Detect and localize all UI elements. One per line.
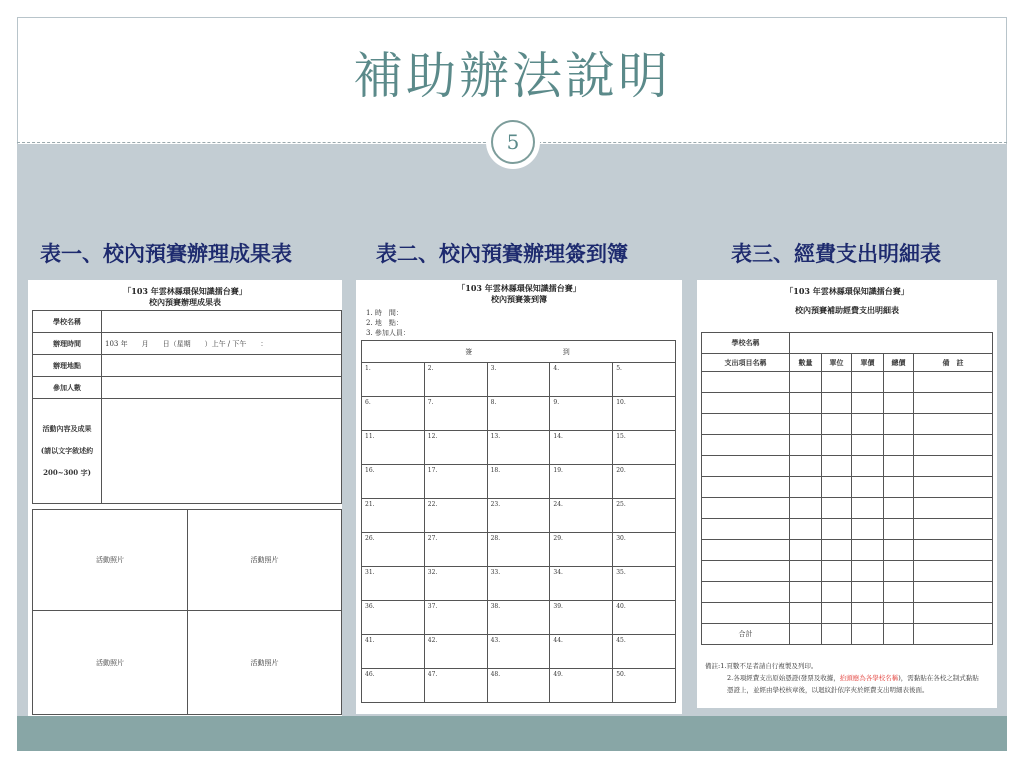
form3-expense-cell[interactable] <box>822 414 852 435</box>
form3-expense-cell[interactable] <box>702 519 790 540</box>
form3-expense-cell[interactable] <box>914 519 993 540</box>
form2-signin-cell[interactable] <box>362 499 425 533</box>
form3-col-qty: 數量 <box>790 354 822 372</box>
form2-cell-number: 49. <box>553 671 563 678</box>
form2-cell-number: 13. <box>490 433 501 440</box>
form2-row <box>362 363 676 397</box>
form2-cell-number: 35. <box>616 569 626 576</box>
form3-expense-cell[interactable] <box>822 372 852 393</box>
form2-cell-number: 10. <box>616 399 626 406</box>
form1-participants-value[interactable] <box>102 377 342 399</box>
form3-col-unit: 單位 <box>822 354 852 372</box>
form2-row <box>362 397 676 431</box>
form2-cell-number: 22. <box>427 501 438 508</box>
form3-total-cell[interactable] <box>914 624 993 645</box>
form3-school-label: 學校名稱 <box>702 333 790 354</box>
form1-school-value[interactable] <box>102 311 342 333</box>
form3-expense-cell[interactable] <box>702 582 790 603</box>
form2-signin-cell[interactable] <box>487 465 550 499</box>
form1-content-value[interactable] <box>102 399 342 504</box>
form2-signin-cell[interactable] <box>550 567 613 601</box>
form3-expense-cell[interactable] <box>884 372 914 393</box>
form2-signin-cell[interactable] <box>487 499 550 533</box>
form2-signin-cell[interactable] <box>424 635 487 669</box>
form3-expense-cell[interactable] <box>852 561 884 582</box>
form1-place-label: 辦理地點 <box>33 355 102 377</box>
form3-expense-cell[interactable] <box>790 498 822 519</box>
form2-header <box>362 341 676 363</box>
form2-cell-number: 42. <box>427 637 438 644</box>
form3-expense-cell[interactable] <box>884 498 914 519</box>
form3-total-cell[interactable] <box>822 624 852 645</box>
form1-school-label: 學校名稱 <box>33 311 102 333</box>
form1-photo-1: 活動照片 <box>33 510 188 611</box>
form2-signin-cell[interactable] <box>362 601 425 635</box>
form2-signin-cell[interactable] <box>613 669 676 703</box>
form2-cell-number: 24. <box>553 501 563 508</box>
form3-expense-cell[interactable] <box>884 414 914 435</box>
form2-signin-cell[interactable] <box>550 431 613 465</box>
form3-expense-cell[interactable] <box>790 477 822 498</box>
form2-cell-number: 44. <box>553 637 563 644</box>
form3-expense-cell[interactable] <box>822 498 852 519</box>
form3-header-row <box>702 354 993 372</box>
form3-expense-cell[interactable] <box>914 540 993 561</box>
form3-expense-cell[interactable] <box>702 603 790 624</box>
form3-total-cell[interactable] <box>852 624 884 645</box>
form3-document <box>697 280 997 708</box>
form3-expense-cell[interactable] <box>914 498 993 519</box>
form3-expense-cell[interactable] <box>914 435 993 456</box>
form3-expense-cell[interactable] <box>790 603 822 624</box>
form1-photo-table <box>32 509 342 715</box>
form1-time-label: 辦理時間 <box>33 333 102 355</box>
form3-expense-cell[interactable] <box>822 603 852 624</box>
form3-note2-text: 2.各項經費支出原始憑證(發票及收據， <box>727 674 840 682</box>
form3-col-note: 備 註 <box>914 354 993 372</box>
form2-cell-number: 23. <box>490 501 501 508</box>
form1-content-label-line2: (請以文字敘述約 <box>40 446 94 455</box>
form2-signin-cell[interactable] <box>550 533 613 567</box>
form2-signin-cell[interactable] <box>362 669 425 703</box>
form2-cell-number: 1. <box>365 365 371 372</box>
form3-expense-cell[interactable] <box>822 456 852 477</box>
form1-time-value[interactable]: 103 年 月 日（星期 ）上午 / 下午 ： <box>102 333 342 355</box>
slide-title: 補助辦法說明 <box>353 47 671 105</box>
form2-header-right: 到 <box>562 347 572 356</box>
form2-cell-number: 43. <box>490 637 501 644</box>
form3-expense-row <box>702 519 993 540</box>
form3-expense-cell[interactable] <box>852 477 884 498</box>
form2-signin-table <box>361 340 676 703</box>
form2-cell-number: 30. <box>616 535 626 542</box>
caption-form1: 表一、校內預賽辦理成果表 <box>40 242 292 266</box>
form2-cell-number: 41. <box>365 637 375 644</box>
form3-expense-cell[interactable] <box>914 477 993 498</box>
form2-cell-number: 18. <box>490 467 501 474</box>
form2-cell-number: 29. <box>553 535 563 542</box>
form3-expense-cell[interactable] <box>822 582 852 603</box>
form3-total-cell[interactable] <box>884 624 914 645</box>
form3-note2-highlight: 抬頭應為各學校名稱 <box>839 674 899 682</box>
form2-signin-cell[interactable] <box>424 669 487 703</box>
form3-expense-cell[interactable] <box>914 372 993 393</box>
form3-expense-cell[interactable] <box>702 372 790 393</box>
form2-cell-number: 31. <box>365 569 375 576</box>
form2-signin-cell[interactable] <box>424 465 487 499</box>
form2-signin-cell[interactable] <box>613 601 676 635</box>
form2-cell-number: 36. <box>365 603 375 610</box>
form3-expense-cell[interactable] <box>914 414 993 435</box>
form2-signin-cell[interactable] <box>613 499 676 533</box>
form3-expense-row <box>702 561 993 582</box>
form2-cell-number: 19. <box>553 467 563 474</box>
form2-cell-number: 40. <box>616 603 626 610</box>
form3-expense-row <box>702 498 993 519</box>
form2-cell-number: 38. <box>490 603 501 610</box>
form3-expense-cell[interactable] <box>884 603 914 624</box>
form2-signin-cell[interactable] <box>424 533 487 567</box>
form2-signin-cell[interactable] <box>487 533 550 567</box>
form2-row <box>362 669 676 703</box>
form2-signin-cell[interactable] <box>362 363 425 397</box>
form2-cell-number: 14. <box>553 433 563 440</box>
form2-header-left: 簽 <box>465 347 475 356</box>
form3-expense-cell[interactable] <box>790 561 822 582</box>
form2-signin-cell[interactable] <box>487 363 550 397</box>
form3-expense-cell[interactable] <box>702 561 790 582</box>
form3-expense-row <box>702 603 993 624</box>
form2-row <box>362 431 676 465</box>
form2-row <box>362 601 676 635</box>
form2-cell-number: 12. <box>427 433 438 440</box>
form2-row <box>362 567 676 601</box>
form2-cell-number: 20. <box>616 467 626 474</box>
form3-expense-cell[interactable] <box>852 435 884 456</box>
form3-expense-cell[interactable] <box>702 414 790 435</box>
form2-signin-cell[interactable] <box>613 363 676 397</box>
form3-notes <box>705 660 995 696</box>
form3-expense-cell[interactable] <box>884 456 914 477</box>
form2-cell-number: 39. <box>553 603 563 610</box>
caption-form2: 表二、校內預賽辦理簽到簿 <box>376 242 628 266</box>
form3-expense-cell[interactable] <box>822 435 852 456</box>
slide-number: 5 <box>491 120 535 164</box>
form2-info <box>366 308 410 338</box>
form2-cell-number: 4. <box>553 365 560 372</box>
form3-note2 <box>705 672 995 684</box>
form3-expense-row <box>702 372 993 393</box>
form2-signin-cell[interactable] <box>487 567 550 601</box>
form1-place-value[interactable] <box>102 355 342 377</box>
form2-cell-number: 46. <box>365 671 375 678</box>
form2-signin-cell[interactable] <box>362 533 425 567</box>
form3-expense-cell[interactable] <box>702 456 790 477</box>
form2-signin-cell[interactable] <box>362 465 425 499</box>
form3-expense-cell[interactable] <box>702 393 790 414</box>
form3-expense-cell[interactable] <box>914 561 993 582</box>
form2-cell-number: 11. <box>365 433 375 440</box>
form2-signin-cell[interactable] <box>550 465 613 499</box>
form2-cell-number: 33. <box>490 569 501 576</box>
form2-info-place: 2. 地 點： <box>366 319 403 327</box>
form3-title: 「103 年雲林縣環保知識擂台賽」 <box>785 286 909 296</box>
form2-cell-number: 32. <box>427 569 438 576</box>
form3-expense-cell[interactable] <box>884 582 914 603</box>
form3-expense-cell[interactable] <box>914 393 993 414</box>
form3-expense-row <box>702 414 993 435</box>
form2-cell-number: 16. <box>365 467 375 474</box>
form3-expense-cell[interactable] <box>790 540 822 561</box>
form3-expense-row <box>702 540 993 561</box>
form1-document <box>28 280 342 716</box>
form3-total-cell[interactable] <box>790 624 822 645</box>
form2-title: 「103 年雲林縣環保知識擂台賽」 <box>457 283 581 293</box>
form3-col-total: 總價 <box>884 354 914 372</box>
form3-note1: 備註:1.頁數不足者請自行複製及列印。 <box>705 662 818 670</box>
form2-cell-number: 21. <box>365 501 375 508</box>
form3-expense-cell[interactable] <box>914 603 993 624</box>
form2-signin-cell[interactable] <box>424 601 487 635</box>
form3-expense-cell[interactable] <box>852 456 884 477</box>
form1-content-label-line3: 200~300 字) <box>43 468 91 477</box>
form2-cell-number: 9. <box>553 399 560 406</box>
form3-expense-cell[interactable] <box>702 477 790 498</box>
form3-expense-cell[interactable] <box>790 393 822 414</box>
form2-cell-number: 8. <box>490 399 497 406</box>
form2-row <box>362 635 676 669</box>
form2-signin-cell[interactable] <box>424 397 487 431</box>
form3-expense-cell[interactable] <box>914 456 993 477</box>
form2-signin-cell[interactable] <box>550 669 613 703</box>
form1-photo-2: 活動照片 <box>188 510 342 611</box>
form3-expense-cell[interactable] <box>822 477 852 498</box>
form2-signin-cell[interactable] <box>613 533 676 567</box>
form3-expense-cell[interactable] <box>702 498 790 519</box>
form2-cell-number: 25. <box>616 501 626 508</box>
form2-signin-cell[interactable] <box>550 397 613 431</box>
form2-signin-cell[interactable] <box>487 601 550 635</box>
form3-expense-cell[interactable] <box>790 456 822 477</box>
form1-participants-label: 參加人數 <box>33 377 102 399</box>
form3-expense-cell[interactable] <box>822 393 852 414</box>
form2-signin-cell[interactable] <box>613 567 676 601</box>
form3-expense-cell[interactable] <box>822 540 852 561</box>
form3-expense-cell[interactable] <box>852 372 884 393</box>
form2-cell-number: 6. <box>365 399 371 406</box>
form3-expense-row <box>702 582 993 603</box>
form3-expense-cell[interactable] <box>852 540 884 561</box>
form2-cell-number: 27. <box>427 535 438 542</box>
form3-school-value[interactable] <box>790 333 993 354</box>
form1-table <box>32 310 342 504</box>
form3-note3: 憑證上，並經由學校核章後，以迴紋針依序夾於經費支出明細表後面。 <box>727 686 929 694</box>
form2-signin-cell[interactable] <box>424 363 487 397</box>
form3-expense-cell[interactable] <box>852 603 884 624</box>
form2-info-attendees: 3. 參加人員： <box>366 329 410 337</box>
form2-signin-cell[interactable] <box>487 635 550 669</box>
form3-expense-cell[interactable] <box>790 435 822 456</box>
form3-expense-cell[interactable] <box>852 414 884 435</box>
form3-expense-row <box>702 456 993 477</box>
form2-row <box>362 465 676 499</box>
form2-signin-cell[interactable] <box>487 669 550 703</box>
form3-expense-cell[interactable] <box>702 435 790 456</box>
form3-expense-cell[interactable] <box>884 540 914 561</box>
form2-row <box>362 533 676 567</box>
form2-signin-cell[interactable] <box>362 567 425 601</box>
form3-expense-cell[interactable] <box>822 519 852 540</box>
form2-cell-number: 48. <box>490 671 501 678</box>
form3-expense-cell[interactable] <box>914 582 993 603</box>
form3-expense-cell[interactable] <box>852 393 884 414</box>
form3-expense-cell[interactable] <box>884 561 914 582</box>
form2-signin-cell[interactable] <box>362 635 425 669</box>
form2-cell-number: 5. <box>616 365 622 372</box>
form1-photo-4: 活動照片 <box>188 611 342 715</box>
form2-signin-cell[interactable] <box>550 635 613 669</box>
form3-expense-cell[interactable] <box>790 582 822 603</box>
form1-content-label-line1: 活動內容及成果 <box>42 424 92 433</box>
caption-form3: 表三、經費支出明細表 <box>731 242 941 266</box>
form3-expense-cell[interactable] <box>702 540 790 561</box>
form2-signin-cell[interactable] <box>550 499 613 533</box>
form3-table <box>701 332 993 645</box>
form3-expense-cell[interactable] <box>790 372 822 393</box>
footer-bar <box>17 716 1007 751</box>
form3-col-price: 單價 <box>852 354 884 372</box>
form2-signin-cell[interactable] <box>613 635 676 669</box>
form3-expense-cell[interactable] <box>884 435 914 456</box>
form3-expense-cell[interactable] <box>884 393 914 414</box>
form2-cell-number: 47. <box>427 671 438 678</box>
form2-cell-number: 17. <box>427 467 438 474</box>
form2-cell-number: 50. <box>616 671 626 678</box>
form2-cell-number: 2. <box>427 365 434 372</box>
form3-expense-cell[interactable] <box>852 519 884 540</box>
form2-subtitle: 校內預賽簽到簿 <box>491 294 547 304</box>
form2-cell-number: 3. <box>490 365 497 372</box>
form2-signin-cell[interactable] <box>550 601 613 635</box>
form3-total-label: 合計 <box>702 624 790 645</box>
form3-expense-cell[interactable] <box>822 561 852 582</box>
form1-title: 「103 年雲林縣環保知識擂台賽」 <box>123 286 247 296</box>
form2-document <box>356 280 682 714</box>
form2-cell-number: 15. <box>616 433 626 440</box>
form3-expense-cell[interactable] <box>852 582 884 603</box>
form2-info-time: 1. 時 間： <box>366 309 403 317</box>
form2-cell-number: 7. <box>427 399 434 406</box>
form1-subtitle: 校內預賽辦理成果表 <box>149 297 221 307</box>
form2-signin-cell[interactable] <box>487 397 550 431</box>
form2-signin-cell[interactable] <box>362 431 425 465</box>
form3-col-item: 支出項目名稱 <box>702 354 790 372</box>
form1-content-label <box>33 399 102 504</box>
form3-expense-cell[interactable] <box>884 477 914 498</box>
form2-signin-cell[interactable] <box>424 431 487 465</box>
form3-expense-row <box>702 435 993 456</box>
form2-cell-number: 37. <box>427 603 438 610</box>
form3-note2-text-end: )，需黏貼在各校之制式黏貼 <box>898 674 979 682</box>
form2-signin-cell[interactable] <box>424 499 487 533</box>
form2-cell-number: 28. <box>490 535 501 542</box>
form2-cell-number: 26. <box>365 535 375 542</box>
form2-signin-cell[interactable] <box>362 397 425 431</box>
form2-cell-number: 34. <box>553 569 563 576</box>
form3-expense-cell[interactable] <box>790 414 822 435</box>
form3-expense-cell[interactable] <box>852 498 884 519</box>
form2-signin-cell[interactable] <box>424 567 487 601</box>
form2-signin-cell[interactable] <box>613 465 676 499</box>
form2-cell-number: 45. <box>616 637 626 644</box>
form3-expense-cell[interactable] <box>884 519 914 540</box>
form3-expense-cell[interactable] <box>790 519 822 540</box>
form3-expense-row <box>702 477 993 498</box>
form2-signin-cell[interactable] <box>613 431 676 465</box>
form3-subtitle: 校內預賽補助經費支出明細表 <box>795 305 899 315</box>
form3-expense-row <box>702 393 993 414</box>
form2-signin-cell[interactable] <box>613 397 676 431</box>
form1-photo-3: 活動照片 <box>33 611 188 715</box>
form2-row <box>362 499 676 533</box>
form2-signin-cell[interactable] <box>550 363 613 397</box>
form2-signin-cell[interactable] <box>487 431 550 465</box>
